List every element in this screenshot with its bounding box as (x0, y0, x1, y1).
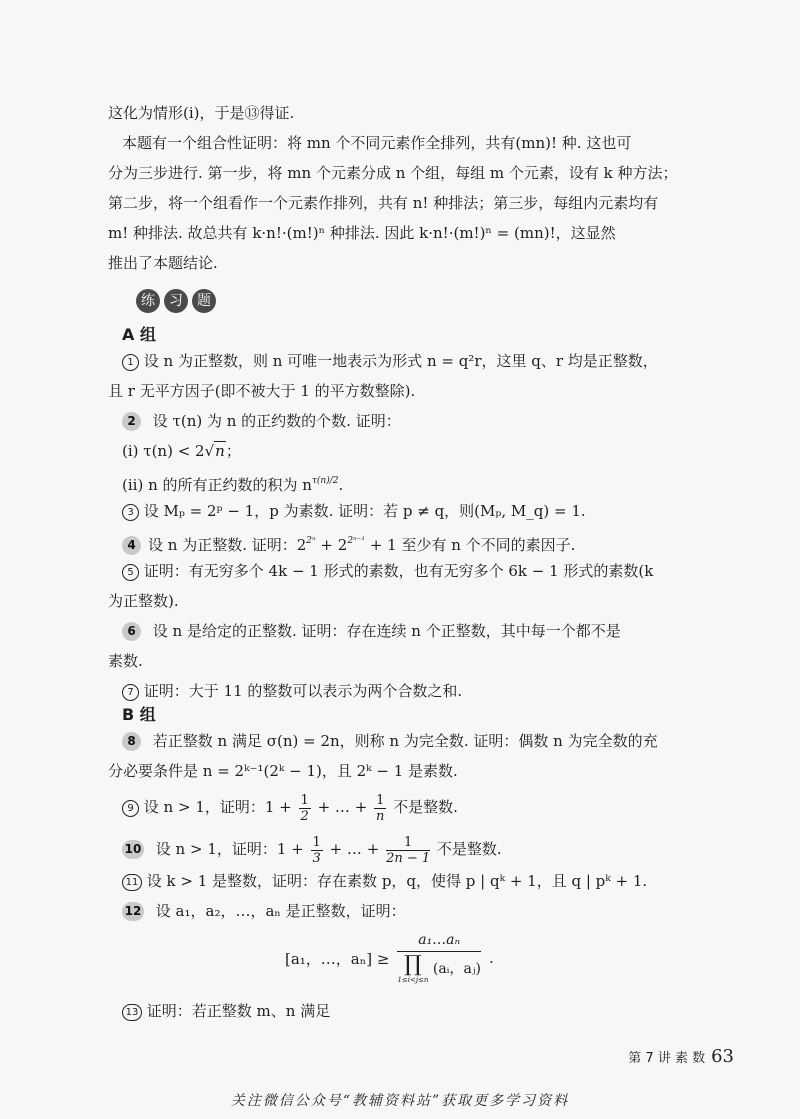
problem-number: 13 (122, 1004, 142, 1021)
fraction-denominator: 2 (300, 808, 309, 824)
problem-text: 设 k > 1 是整数，证明：存在素数 p，q，使得 p | qᵏ + 1，且 q | pᵏ + 1. (146, 872, 648, 890)
problem-number-badge: 4 (122, 536, 141, 555)
problem-text: + 2 (315, 536, 348, 554)
fraction (374, 793, 386, 824)
problem-text: + … + (317, 798, 368, 816)
sqrt-radicand: n (215, 442, 225, 460)
exercise-header-char: 题 (192, 289, 216, 313)
intro-line-4: 第二步，将一个组看作一个元素作排列，共有 n! 种排法；第三步，每组内元素均有 (108, 194, 659, 212)
display-formula (285, 932, 494, 984)
fraction (311, 835, 323, 866)
problem-2-part-ii (122, 466, 714, 500)
intro-line-6: 推出了本题结论. (108, 254, 218, 272)
problem-5-cont: 为正整数). (108, 592, 179, 610)
formula-gcd: (aᵢ，aⱼ) (432, 961, 481, 977)
watermark: 关注微信公众号“教辅资料站”获取更多学习资料 (230, 1093, 570, 1109)
intro-line-2: 本题有一个组合性证明：将 mn 个不同元素作全排列，共有(mn)! 种. 这也可 (122, 134, 632, 152)
problem-6-cont: 素数. (108, 652, 143, 670)
group-a-title: A 组 (122, 325, 156, 344)
problem-text: 设 n 是给定的正整数. 证明：存在连续 n 个正整数，其中每一个都不是 (152, 622, 621, 640)
problem-text: 证明：大于 11 的整数可以表示为两个合数之和. (143, 682, 463, 700)
part-ii-end: . (338, 476, 344, 494)
sqrt-symbol: √ (204, 442, 215, 460)
problem-text: 设 a₁，a₂，…，aₙ 是正整数，证明： (155, 902, 406, 920)
fraction-denominator: 3 (312, 850, 321, 866)
intro-line-5: m! 种排法. 故总共有 k·n!·(m!)ⁿ 种排法. 因此 k·n!·(m!)ⁿ = (mn)!，这显然 (108, 224, 616, 242)
problem-9 (122, 792, 714, 824)
problem-text: + 1 至少有 n 个不同的素因子. (365, 536, 576, 554)
page-footer (628, 1046, 734, 1067)
problem-number: 7 (122, 684, 139, 701)
fraction (386, 835, 430, 866)
fraction-denominator: 2n − 1 (386, 850, 431, 866)
problem-text: 设 τ(n) 为 n 的正约数的个数. 证明： (152, 412, 401, 430)
fraction-numerator: 1 (386, 835, 430, 851)
problem-number: 9 (122, 800, 139, 817)
problem-10 (122, 834, 714, 866)
problem-number: 5 (122, 564, 139, 581)
problem-text: 不是整数. (393, 798, 458, 816)
problem-text: 证明：若正整数 m、n 满足 (146, 1002, 331, 1020)
exponent: τ(n)/2 (311, 476, 339, 486)
problem-number: 1 (122, 354, 139, 371)
intro-line-3: 分为三步进行. 第一步，将 mn 个元素分成 n 个组，每组 m 个元素，设有 k 种方法； (108, 164, 678, 182)
problem-number-badge: 2 (122, 412, 141, 431)
chapter-label: 第 7 讲 素 数 (628, 1051, 706, 1066)
product-sign: ∏ (404, 952, 422, 977)
fraction-numerator: 1 (376, 792, 385, 808)
problem-text: 设 n 为正整数. 证明：2 (148, 536, 307, 554)
problem-number-badge: 10 (122, 840, 144, 859)
problem-number-badge: 8 (122, 732, 141, 751)
problem-3 (122, 496, 714, 526)
fraction-numerator: 1 (312, 834, 321, 850)
problem-text: 若正整数 n 满足 σ(n) = 2n，则称 n 为完全数. 证明：偶数 n 为完全数的充 (152, 732, 658, 750)
problem-text: + … + (329, 840, 380, 858)
part-i-end: ； (225, 442, 241, 460)
problem-text: 设 n > 1，证明：1 + (143, 798, 292, 816)
problem-13 (122, 996, 714, 1026)
problem-1 (122, 346, 714, 376)
fraction-numerator: 1 (300, 792, 309, 808)
formula-denominator (397, 952, 481, 984)
exercise-header-char: 习 (164, 289, 188, 313)
problem-12 (122, 896, 714, 926)
fraction-denominator: n (376, 808, 385, 824)
exponent: 2ⁿ⁻¹ (347, 536, 366, 546)
problem-7 (122, 676, 714, 706)
exercise-header-char: 练 (136, 289, 160, 313)
problem-1-cont: 且 r 无平方因子(即不被大于 1 的平方数整除). (108, 382, 416, 400)
problem-number-badge: 6 (122, 622, 141, 641)
group-b-title: B 组 (122, 705, 156, 724)
part-i-text: (i) τ(n) < 2 (122, 442, 205, 460)
problem-4 (122, 526, 714, 560)
problem-text: 设 n 为正整数，则 n 可唯一地表示为形式 n = q²r，这里 q、r 均是正整数， (143, 352, 658, 370)
fraction (299, 793, 311, 824)
problem-text: 设 n > 1，证明：1 + (155, 840, 304, 858)
problem-number: 3 (122, 504, 139, 521)
problem-text: 设 Mₚ = 2ᵖ − 1，p 为素数. 证明：若 p ≠ q，则(Mₚ, M_q) = 1. (143, 502, 586, 520)
formula-lhs: [a₁，…，aₙ] ≥ (285, 949, 390, 968)
product-range: 1≤i<j≤n (397, 976, 429, 984)
problem-2-part-i (122, 436, 714, 466)
formula-fraction (397, 932, 481, 984)
intro-line-1: 这化为情形(i)，于是⑬得证. (108, 104, 295, 122)
part-ii-text: (ii) n 的所有正约数的积为 n (122, 476, 312, 494)
formula-numerator: a₁…aₙ (397, 932, 481, 952)
problem-6 (122, 616, 714, 646)
exponent: 2ⁿ (306, 536, 316, 546)
problem-11 (122, 866, 714, 896)
problem-text: 证明：有无穷多个 4k − 1 形式的素数，也有无穷多个 6k − 1 形式的素数(k (143, 562, 654, 580)
problem-number-badge: 12 (122, 902, 144, 921)
problem-8 (122, 726, 714, 756)
page-number: 63 (711, 1046, 734, 1067)
problem-8-cont: 分必要条件是 n = 2ᵏ⁻¹(2ᵏ − 1)，且 2ᵏ − 1 是素数. (108, 762, 458, 780)
problem-number: 11 (122, 874, 142, 891)
product-symbol (397, 954, 428, 984)
formula-end: . (489, 949, 494, 967)
problem-2 (122, 406, 714, 436)
exercise-header (136, 289, 216, 313)
problem-5 (122, 556, 714, 586)
problem-text: 不是整数. (436, 840, 502, 858)
